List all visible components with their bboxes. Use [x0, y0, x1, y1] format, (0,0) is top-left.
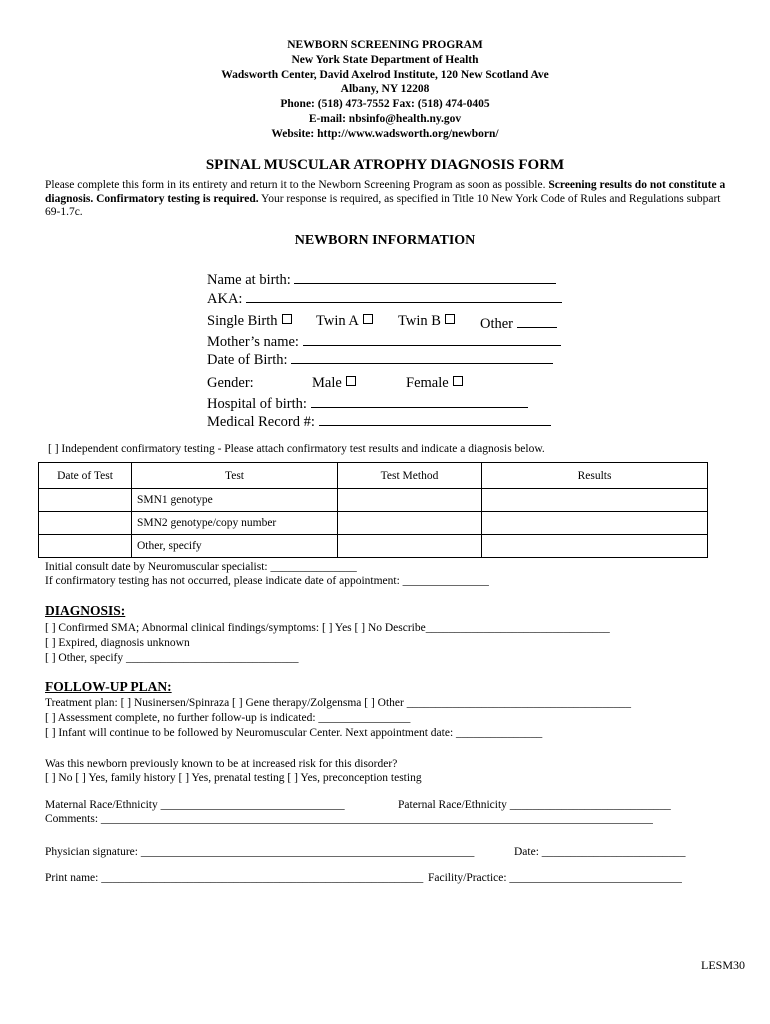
method-cell[interactable]	[338, 489, 482, 512]
signature-date-line[interactable]: Date: _________________________	[514, 846, 686, 858]
program-header	[0, 38, 770, 142]
diagnosis-other-line[interactable]: [ ] Other, specify ______________________________	[45, 652, 299, 664]
hospital-label: Hospital of birth:	[207, 396, 307, 412]
column-header-results: Results	[482, 463, 708, 489]
facility-line[interactable]: Facility/Practice: ______________________________	[428, 872, 682, 884]
hospital-field[interactable]	[311, 393, 528, 408]
intro-text-end: Your response is required, as specified in Title 10 New York Code of Rules and Regulations subpart 69-1.7c.	[45, 192, 721, 218]
physician-signature-line[interactable]: Physician signature: __________________________________________________________	[45, 846, 475, 858]
male-checkbox[interactable]	[346, 376, 356, 386]
mrn-field[interactable]	[319, 411, 551, 426]
single-birth-label: Single Birth	[207, 313, 278, 329]
column-header-date: Date of Test	[39, 463, 132, 489]
intro-text: Please complete this form in its entirety and return it to the Newborn Screening Program as soon as possible.	[45, 179, 549, 191]
results-cell[interactable]	[482, 535, 708, 558]
mrn-label: Medical Record #:	[207, 414, 315, 430]
newborn-section-title: NEWBORN INFORMATION	[294, 233, 476, 248]
header-line: Albany, NY 12208	[340, 83, 430, 96]
test-cell: SMN2 genotype/copy number	[132, 512, 338, 535]
aka-row	[207, 288, 562, 308]
dob-label: Date of Birth:	[207, 352, 288, 368]
name-at-birth-field[interactable]	[294, 269, 556, 284]
twin-b-checkbox[interactable]	[445, 314, 455, 324]
header-line: New York State Department of Health	[291, 53, 479, 66]
form-code: LESM30	[700, 958, 745, 972]
risk-question: Was this newborn previously known to be at increased risk for this disorder?	[45, 758, 398, 770]
comments-line[interactable]: Comments: ________________________________________________________________________________________________	[45, 813, 653, 825]
birth-type-single	[207, 313, 292, 330]
gender-female	[406, 375, 463, 392]
other-birth-label: Other	[480, 316, 514, 332]
female-label: Female	[406, 375, 449, 391]
form-title: SPINAL MUSCULAR ATROPHY DIAGNOSIS FORM	[205, 157, 565, 173]
header-line: Website: http://www.wadsworth.org/newborn/	[271, 127, 499, 140]
test-cell: Other, specify	[132, 535, 338, 558]
birth-type-twin-a	[316, 313, 373, 330]
results-cell[interactable]	[482, 512, 708, 535]
twin-b-label: Twin B	[398, 313, 441, 329]
method-cell[interactable]	[338, 512, 482, 535]
confirmatory-checkbox-line[interactable]: [ ] Independent confirmatory testing - Please attach confirmatory test results and indicate a diagnosis below.	[48, 443, 545, 455]
confirmatory-test-table	[38, 462, 708, 558]
twin-a-checkbox[interactable]	[363, 314, 373, 324]
gender-male	[312, 375, 356, 392]
single-birth-checkbox[interactable]	[282, 314, 292, 324]
mother-name-label: Mother’s name:	[207, 334, 299, 350]
other-birth-field[interactable]	[517, 313, 557, 328]
assessment-complete-line[interactable]: [ ] Assessment complete, no further follow-up is indicated: ________________	[45, 712, 411, 724]
header-line: NEWBORN SCREENING PROGRAM	[287, 39, 483, 51]
diagnosis-confirmed-line[interactable]: [ ] Confirmed SMA; Abnormal clinical findings/symptoms: [ ] Yes [ ] No Describe________________________________	[45, 622, 610, 634]
followed-by-center-line[interactable]: [ ] Infant will continue to be followed by Neuromuscular Center. Next appointment date: _______________	[45, 727, 543, 739]
date-cell[interactable]	[39, 489, 132, 512]
maternal-race-line[interactable]: Maternal Race/Ethnicity ________________________________	[45, 799, 345, 811]
header-line: Wadsworth Center, David Axelrod Institute, 120 New Scotland Ave	[221, 68, 549, 81]
birth-type-other	[480, 313, 557, 333]
table-row	[39, 489, 708, 512]
intro-paragraph	[45, 179, 735, 220]
test-cell: SMN1 genotype	[132, 489, 338, 512]
paternal-race-line[interactable]: Paternal Race/Ethnicity ____________________________	[398, 799, 671, 811]
date-cell[interactable]	[39, 535, 132, 558]
intro-bold-text: Screening results do not constitute a diagnosis. Confirmatory testing is required.	[45, 179, 726, 205]
name-at-birth-row	[207, 269, 556, 289]
male-label: Male	[312, 375, 342, 391]
dob-row	[207, 349, 553, 369]
header-line: Phone: (518) 473-7552 Fax: (518) 474-0405	[280, 98, 490, 111]
method-cell[interactable]	[338, 535, 482, 558]
column-header-method: Test Method	[338, 463, 482, 489]
diagnosis-expired-line[interactable]: [ ] Expired, diagnosis unknown	[45, 637, 190, 649]
table-row	[39, 512, 708, 535]
mrn-row	[207, 411, 551, 431]
print-name-line[interactable]: Print name: ________________________________________________________	[45, 872, 424, 884]
dob-field[interactable]	[291, 349, 553, 364]
date-cell[interactable]	[39, 512, 132, 535]
followup-title: FOLLOW-UP PLAN:	[45, 679, 172, 694]
name-at-birth-label: Name at birth:	[207, 272, 291, 288]
header-line: E-mail: nbsinfo@health.ny.gov	[308, 112, 462, 125]
diagnosis-title: DIAGNOSIS:	[45, 603, 126, 618]
column-header-test: Test	[132, 463, 338, 489]
female-checkbox[interactable]	[453, 376, 463, 386]
aka-field[interactable]	[246, 288, 562, 303]
consult-date-line[interactable]: Initial consult date by Neuromuscular specialist: _______________	[45, 561, 357, 573]
mother-name-row	[207, 331, 561, 351]
twin-a-label: Twin A	[316, 313, 359, 329]
aka-label: AKA:	[207, 291, 243, 307]
hospital-row	[207, 393, 528, 413]
risk-options[interactable]: [ ] No [ ] Yes, family history [ ] Yes, prenatal testing [ ] Yes, preconception testing	[45, 772, 422, 784]
birth-type-twin-b	[398, 313, 455, 330]
table-header-row	[39, 463, 708, 489]
results-cell[interactable]	[482, 489, 708, 512]
gender-label: Gender:	[207, 375, 254, 391]
table-row	[39, 535, 708, 558]
treatment-plan-line[interactable]: Treatment plan: [ ] Nusinersen/Spinraza [ ] Gene therapy/Zolgensma [ ] Other _______________________________________	[45, 697, 631, 709]
appointment-date-line[interactable]: If confirmatory testing has not occurred, please indicate date of appointment: _______________	[45, 575, 489, 587]
mother-name-field[interactable]	[303, 331, 561, 346]
